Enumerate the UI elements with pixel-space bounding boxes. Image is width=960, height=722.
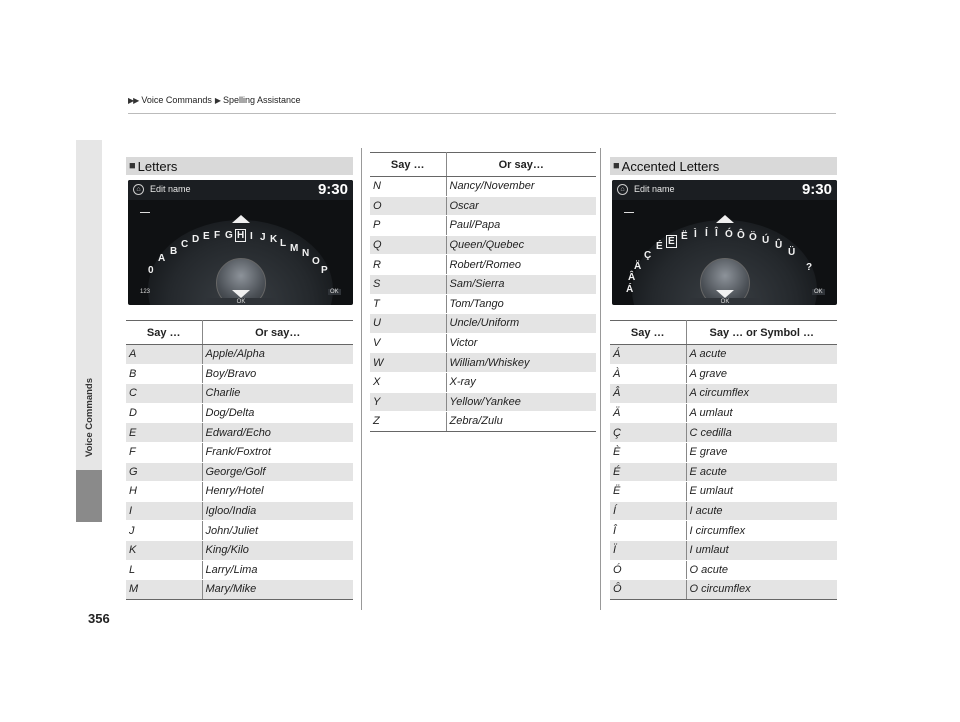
say-cell: À [610, 364, 686, 384]
square-bullet-icon: ■ [613, 160, 620, 172]
say-cell: U [370, 314, 446, 334]
or-say-cell: Yellow/Yankee [446, 392, 596, 412]
or-say-cell: William/Whiskey [446, 353, 596, 373]
text-cursor [624, 212, 634, 213]
square-bullet-icon: ■ [129, 160, 136, 172]
say-cell: V [370, 333, 446, 353]
dial-letter: Ü [788, 247, 796, 258]
section-heading-text: Accented Letters [621, 158, 720, 174]
say-cell: Ä [610, 403, 686, 423]
or-say-cell: Frank/Foxtrot [202, 442, 353, 462]
symbol-cell: O circumflex [686, 580, 837, 600]
table-row [610, 403, 837, 423]
or-say-cell: X-ray [446, 372, 596, 392]
dial-letter: A [158, 253, 166, 264]
breadcrumb-arrow-icon: ▶▶ [128, 95, 139, 105]
table-row [610, 560, 837, 580]
dial-letter: Í [705, 228, 708, 239]
table-row [370, 392, 596, 412]
table-row [610, 442, 837, 462]
symbol-cell: E acute [686, 462, 837, 482]
table-row [370, 216, 596, 236]
say-cell: P [370, 216, 446, 236]
dial-letter: Ö [749, 232, 757, 243]
say-cell: H [126, 482, 202, 502]
table-row [610, 501, 837, 521]
symbol-cell: I acute [686, 501, 837, 521]
side-tab-label[interactable]: Voice Commands [83, 378, 95, 458]
dial-letter: C [181, 239, 189, 250]
or-say-cell: Larry/Lima [202, 560, 353, 580]
symbol-cell: I circumflex [686, 521, 837, 541]
ok-bar: OK [206, 298, 276, 305]
or-say-cell: Queen/Quebec [446, 235, 596, 255]
table-row [126, 364, 353, 384]
or-say-cell: Robert/Romeo [446, 255, 596, 275]
say-cell: E [126, 423, 202, 443]
or-say-cell: Tom/Tango [446, 294, 596, 314]
breadcrumb [128, 95, 301, 105]
triangle-down-icon [232, 290, 250, 298]
say-cell: Ï [610, 540, 686, 560]
say-cell: É [610, 462, 686, 482]
side-tab-label-wrap [76, 140, 102, 515]
say-cell: I [126, 501, 202, 521]
say-cell: R [370, 255, 446, 275]
dial-letter: D [192, 234, 200, 245]
symbol-cell: I umlaut [686, 540, 837, 560]
dial-letter: M [290, 243, 299, 254]
table-row [370, 235, 596, 255]
table-row [610, 364, 837, 384]
table-header: Say … [610, 321, 686, 345]
table-header: Say … or Symbol … [686, 321, 837, 345]
table-row [126, 501, 353, 521]
table-row [610, 384, 837, 404]
or-say-cell: Victor [446, 333, 596, 353]
or-say-cell: Oscar [446, 196, 596, 216]
column-divider [361, 148, 362, 610]
say-cell: C [126, 384, 202, 404]
table-row [370, 177, 596, 197]
table-row [370, 353, 596, 373]
table-row [126, 560, 353, 580]
table-row [370, 412, 596, 432]
symbol-cell: O acute [686, 560, 837, 580]
table-header: Or say… [446, 153, 596, 177]
say-cell: È [610, 442, 686, 462]
or-say-cell: Zebra/Zulu [446, 412, 596, 432]
or-say-cell: George/Golf [202, 462, 353, 482]
table-header: Say … [126, 321, 202, 345]
table-row [126, 423, 353, 443]
say-cell: J [126, 521, 202, 541]
table-row [126, 403, 353, 423]
or-say-cell: Mary/Mike [202, 580, 353, 600]
or-say-cell: Paul/Papa [446, 216, 596, 236]
dial-letter: F [214, 230, 221, 241]
table-row [126, 580, 353, 600]
dial-letter: Ì [694, 229, 697, 240]
say-cell: Ó [610, 560, 686, 580]
side-tab-marker [76, 470, 102, 522]
table-header: Or say… [202, 321, 353, 345]
say-cell: G [126, 462, 202, 482]
symbol-cell: C cedilla [686, 423, 837, 443]
table-row [610, 462, 837, 482]
say-cell: Á [610, 345, 686, 365]
table-row [370, 255, 596, 275]
or-say-cell: Dog/Delta [202, 403, 353, 423]
say-cell: K [126, 540, 202, 560]
breadcrumb-part1[interactable]: Voice Commands [141, 95, 212, 105]
dial-letter: P [321, 265, 328, 276]
say-cell: M [126, 580, 202, 600]
ok-button: OK [814, 289, 823, 295]
accented-table [610, 320, 837, 600]
table-row [370, 372, 596, 392]
dial-letter: G [225, 230, 233, 241]
dial-letter-selected: H [237, 230, 245, 241]
table-row [126, 345, 353, 365]
mode-label: 123 [140, 289, 151, 295]
or-say-cell: Apple/Alpha [202, 345, 353, 365]
dial-letter: Ô [737, 230, 745, 241]
say-cell: Ç [610, 423, 686, 443]
say-cell: Í [610, 501, 686, 521]
or-say-cell: King/Kilo [202, 540, 353, 560]
table-row [126, 540, 353, 560]
screen-clock: 9:30 [801, 181, 832, 198]
say-cell: B [126, 364, 202, 384]
letters-table-continued [370, 152, 596, 432]
dial-letter: E [203, 231, 210, 242]
table-row [610, 540, 837, 560]
ok-bar: OK [690, 298, 760, 305]
triangle-up-icon [232, 215, 250, 223]
say-cell: A [126, 345, 202, 365]
letters-table [126, 320, 353, 600]
screen-clock: 9:30 [317, 181, 348, 198]
dial-letter: Ç [644, 250, 652, 261]
say-cell: W [370, 353, 446, 373]
letters-screen [128, 180, 353, 305]
dial-letter: Û [775, 240, 783, 251]
say-cell: N [370, 177, 446, 197]
say-cell: S [370, 274, 446, 294]
header-divider [128, 113, 836, 114]
table-row [610, 345, 837, 365]
dial-letter: Á [626, 284, 634, 295]
section-heading-accented [610, 157, 837, 175]
dial-letter: Ä [634, 261, 642, 272]
dial-letter: N [302, 248, 310, 259]
table-row [370, 333, 596, 353]
table-row [610, 423, 837, 443]
dial-letter: I [250, 231, 253, 242]
dial-letter: Â [628, 272, 636, 283]
breadcrumb-part2[interactable]: Spelling Assistance [223, 95, 301, 105]
dial-letter: Ë [681, 231, 688, 242]
table-row [610, 580, 837, 600]
accented-screen [612, 180, 837, 305]
say-cell: Z [370, 412, 446, 432]
say-cell: F [126, 442, 202, 462]
table-row [126, 462, 353, 482]
or-say-cell: Edward/Echo [202, 423, 353, 443]
or-say-cell: Igloo/India [202, 501, 353, 521]
say-cell: T [370, 294, 446, 314]
or-say-cell: Charlie [202, 384, 353, 404]
or-say-cell: Uncle/Uniform [446, 314, 596, 334]
say-cell: L [126, 560, 202, 580]
ok-button: OK [330, 289, 339, 295]
symbol-cell: E umlaut [686, 482, 837, 502]
or-say-cell: Nancy/November [446, 177, 596, 197]
table-row [610, 521, 837, 541]
dial-letter: K [270, 234, 278, 245]
symbol-cell: A acute [686, 345, 837, 365]
say-cell: D [126, 403, 202, 423]
page-number: 356 [88, 611, 110, 626]
dial-letter: 0 [148, 265, 154, 276]
or-say-cell: Sam/Sierra [446, 274, 596, 294]
screen-title: Edit name [150, 184, 191, 194]
dial-letter: O [312, 256, 320, 267]
triangle-down-icon [716, 290, 734, 298]
breadcrumb-arrow-icon: ▶ [214, 95, 221, 105]
dial-letter-selected: È [668, 236, 675, 247]
dial-letter: Ó [725, 229, 733, 240]
column-divider [600, 148, 601, 610]
symbol-cell: A circumflex [686, 384, 837, 404]
say-cell: Î [610, 521, 686, 541]
dial-letter: B [170, 246, 178, 257]
say-cell: Q [370, 235, 446, 255]
table-header: Say … [370, 153, 446, 177]
table-row [370, 294, 596, 314]
symbol-cell: A umlaut [686, 403, 837, 423]
text-cursor [140, 212, 150, 213]
dial-letter: Ú [762, 235, 770, 246]
say-cell: Y [370, 392, 446, 412]
table-row [370, 196, 596, 216]
table-row [126, 442, 353, 462]
table-row [370, 274, 596, 294]
section-heading-letters [126, 157, 353, 175]
dial-letter: J [260, 232, 266, 243]
or-say-cell: Henry/Hotel [202, 482, 353, 502]
or-say-cell: Boy/Bravo [202, 364, 353, 384]
dial-letter: L [280, 238, 287, 249]
table-row [370, 314, 596, 334]
home-icon: ⌂ [617, 184, 628, 195]
triangle-up-icon [716, 215, 734, 223]
dial-letter: É [656, 241, 663, 252]
table-row [126, 384, 353, 404]
say-cell: X [370, 372, 446, 392]
dial-letter: Î [715, 228, 718, 239]
section-heading-text: Letters [137, 158, 178, 174]
table-row [126, 482, 353, 502]
or-say-cell: John/Juliet [202, 521, 353, 541]
say-cell: O [370, 196, 446, 216]
say-cell: Ë [610, 482, 686, 502]
symbol-cell: A grave [686, 364, 837, 384]
table-row [610, 482, 837, 502]
table-row [126, 521, 353, 541]
say-cell: Ô [610, 580, 686, 600]
say-cell: Â [610, 384, 686, 404]
screen-title: Edit name [634, 184, 675, 194]
dial-letter: ? [806, 262, 813, 273]
home-icon: ⌂ [133, 184, 144, 195]
symbol-cell: E grave [686, 442, 837, 462]
